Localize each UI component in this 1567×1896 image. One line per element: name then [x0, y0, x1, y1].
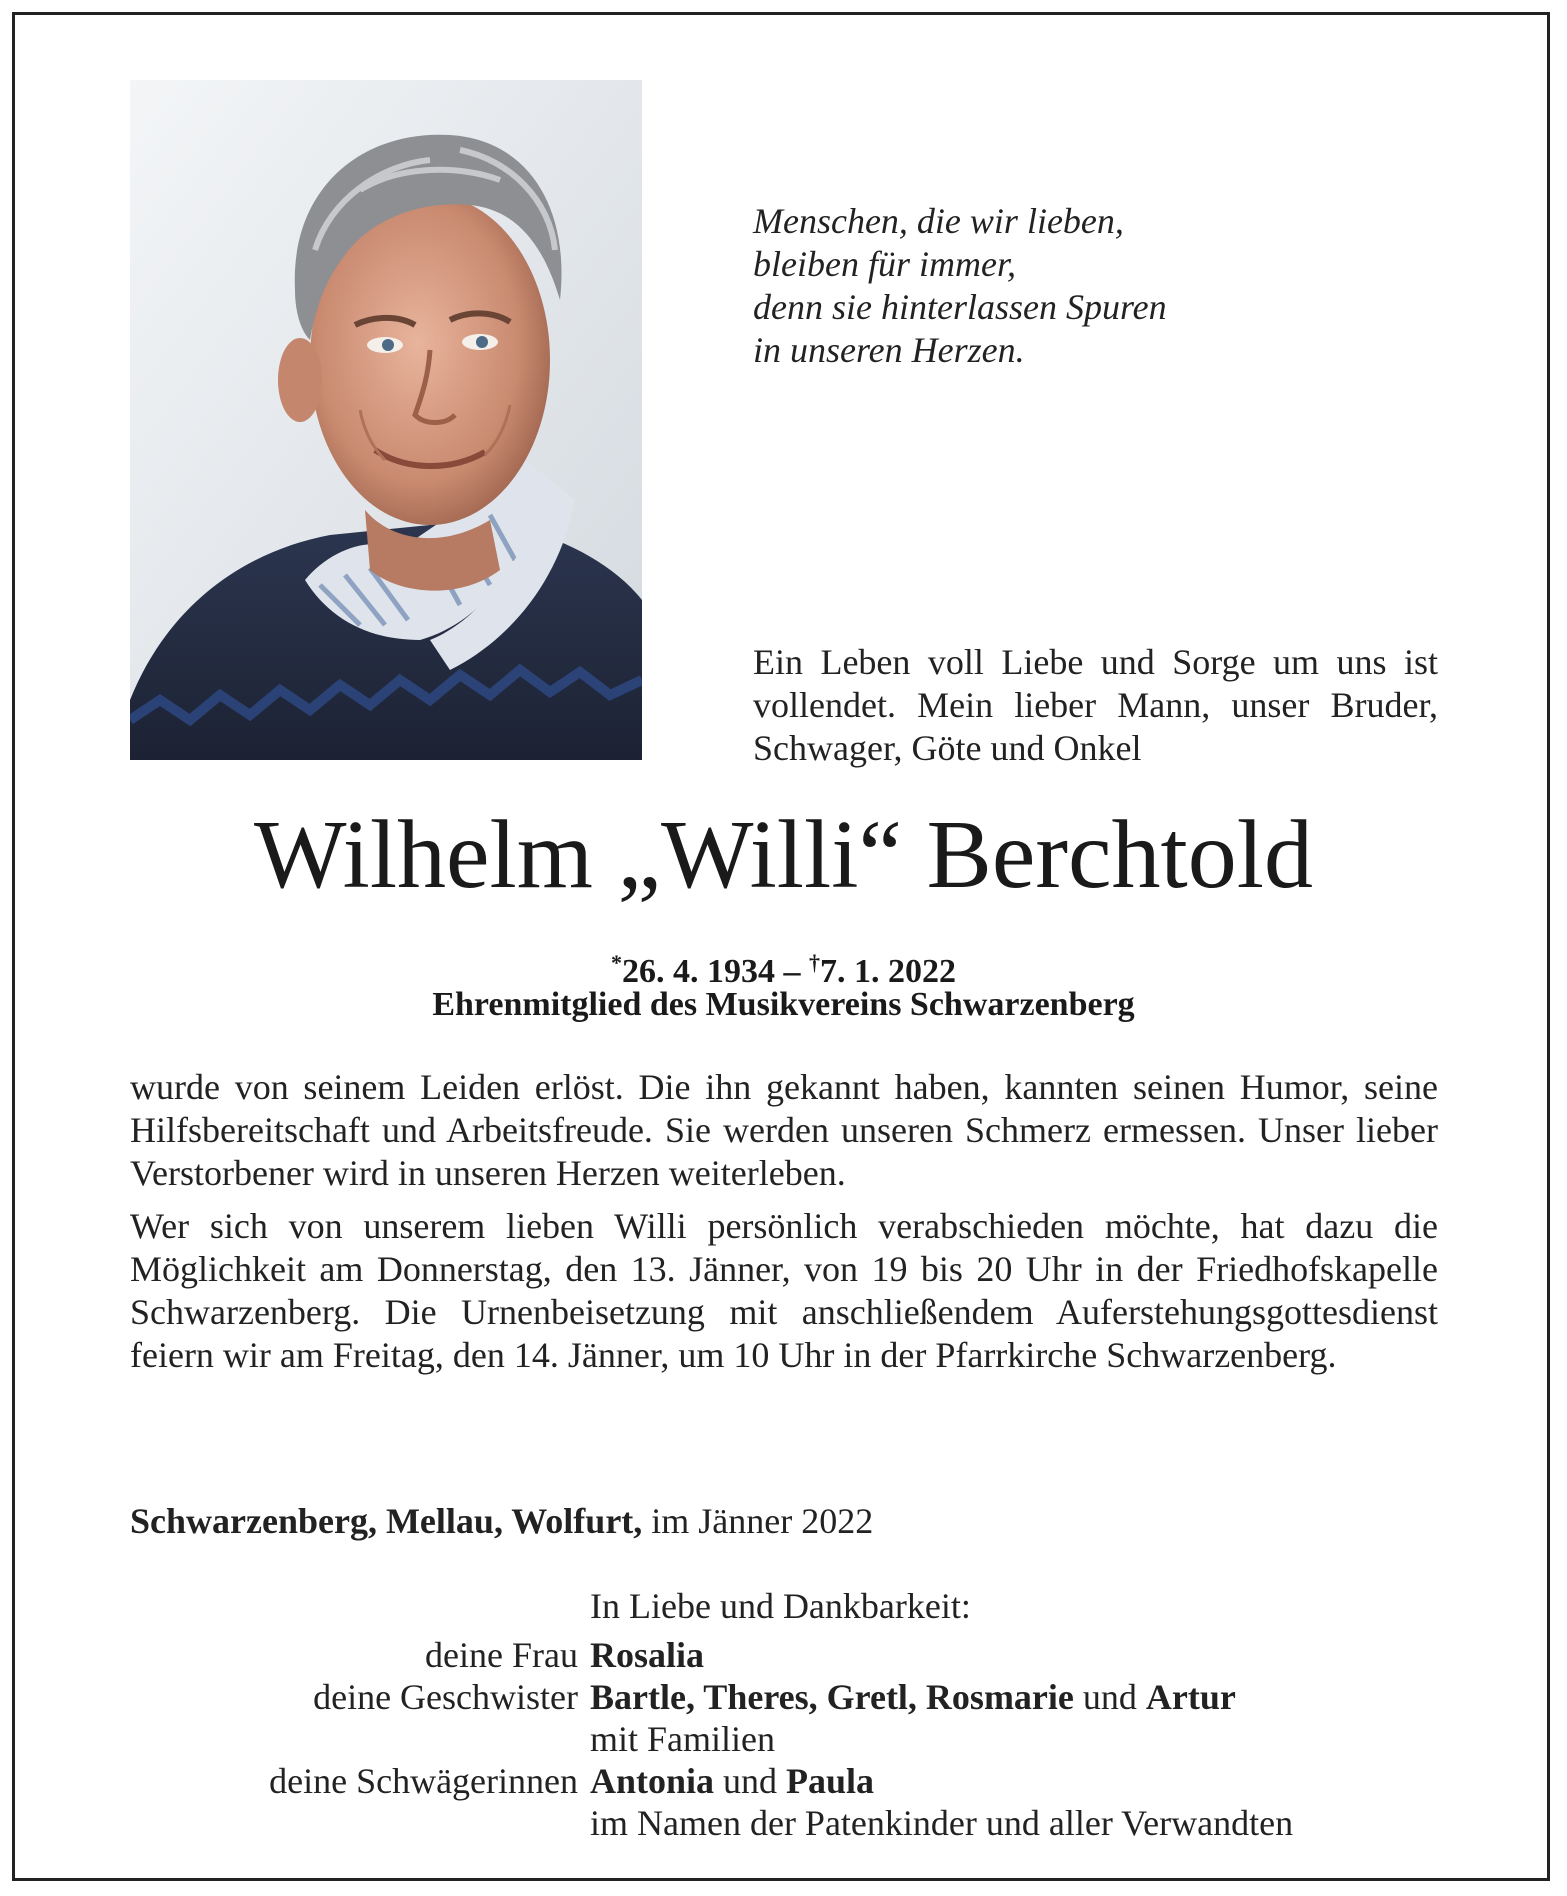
relation-label: deine Frau [425, 1635, 578, 1675]
survivor-row [130, 1634, 1450, 1676]
survivors-list [130, 1634, 1450, 1844]
deceased-name: Wilhelm „Willi“ Berchtold [254, 801, 1313, 909]
date-separator: – [775, 953, 809, 990]
siblings-names: Bartle, Theres, Gretl, Rosmarie [590, 1677, 1074, 1717]
quote-line: in unseren Herzen. [753, 330, 1025, 370]
place-names: Schwarzenberg, Mellau, Wolfurt, [130, 1501, 643, 1541]
sister-in-law-name: Paula [786, 1761, 875, 1801]
survivor-names [590, 1760, 1450, 1802]
thanks-line: In Liebe und Dankbarkeit: [590, 1586, 971, 1626]
survivor-row [130, 1676, 1450, 1718]
survivor-names [590, 1634, 1450, 1676]
closing-line: im Namen der Patenkinder und aller Verwandten [590, 1803, 1294, 1843]
quote-line: denn sie hinterlassen Spuren [753, 287, 1167, 327]
relation-label: deine Schwägerinnen [269, 1761, 578, 1801]
quote-line: Menschen, die wir lieben, [753, 201, 1124, 241]
survivor-row [130, 1802, 1450, 1844]
birth-symbol: * [611, 950, 622, 975]
survivor-names [590, 1676, 1450, 1718]
memorial-quote [753, 200, 1453, 372]
survivor-row [130, 1718, 1450, 1760]
survivor-row [130, 1760, 1450, 1802]
siblings-note: mit Familien [590, 1719, 775, 1759]
place-date-line [130, 1500, 1230, 1543]
birth-date: 26. 4. 1934 [622, 953, 775, 990]
quote-line: bleiben für immer, [753, 244, 1016, 284]
sister-in-law-name: Antonia [590, 1761, 715, 1801]
portrait-photo [130, 80, 642, 760]
honor-title: Ehrenmitglied des Musikvereins Schwarzenberg [432, 986, 1135, 1023]
conjunction: und [714, 1761, 787, 1801]
wife-name: Rosalia [590, 1635, 705, 1675]
death-symbol: † [809, 950, 820, 975]
relation-label: deine Geschwister [313, 1677, 578, 1717]
obituary-body [130, 1066, 1438, 1387]
intro-text: Ein Leben voll Liebe und Sorge um uns ist vollendet. Mein lieber Mann, unser Bruder, Schwager, Göte und Onkel [753, 642, 1438, 768]
sibling-last-name: Artur [1145, 1677, 1236, 1717]
body-paragraph: Wer sich von unserem lieben Willi persönlich verabschieden möchte, hat dazu die Möglichkeit am Donnerstag, den 13. Jänner, von 19 bis 20 Uhr in der Friedhofskapelle Schwarzenberg. Die Urnenbeisetzung mit anschließendem Auferstehungsgottesdienst feiern wir am Freitag, den 14. Jänner, um 10 Uhr in der Pfarrkirche Schwarzenberg. [130, 1206, 1438, 1375]
place-date: im Jänner 2022 [642, 1501, 874, 1541]
death-date: 7. 1. 2022 [820, 953, 956, 990]
conjunction: und [1073, 1677, 1146, 1717]
body-paragraph: wurde von seinem Leiden erlöst. Die ihn gekannt haben, kannten seinen Humor, seine Hilfsbereitschaft und Arbeitsfreude. Sie werden unseren Schmerz ermessen. Unser lieber Verstorbener wird in unseren Herzen weiterleben. [130, 1067, 1438, 1193]
